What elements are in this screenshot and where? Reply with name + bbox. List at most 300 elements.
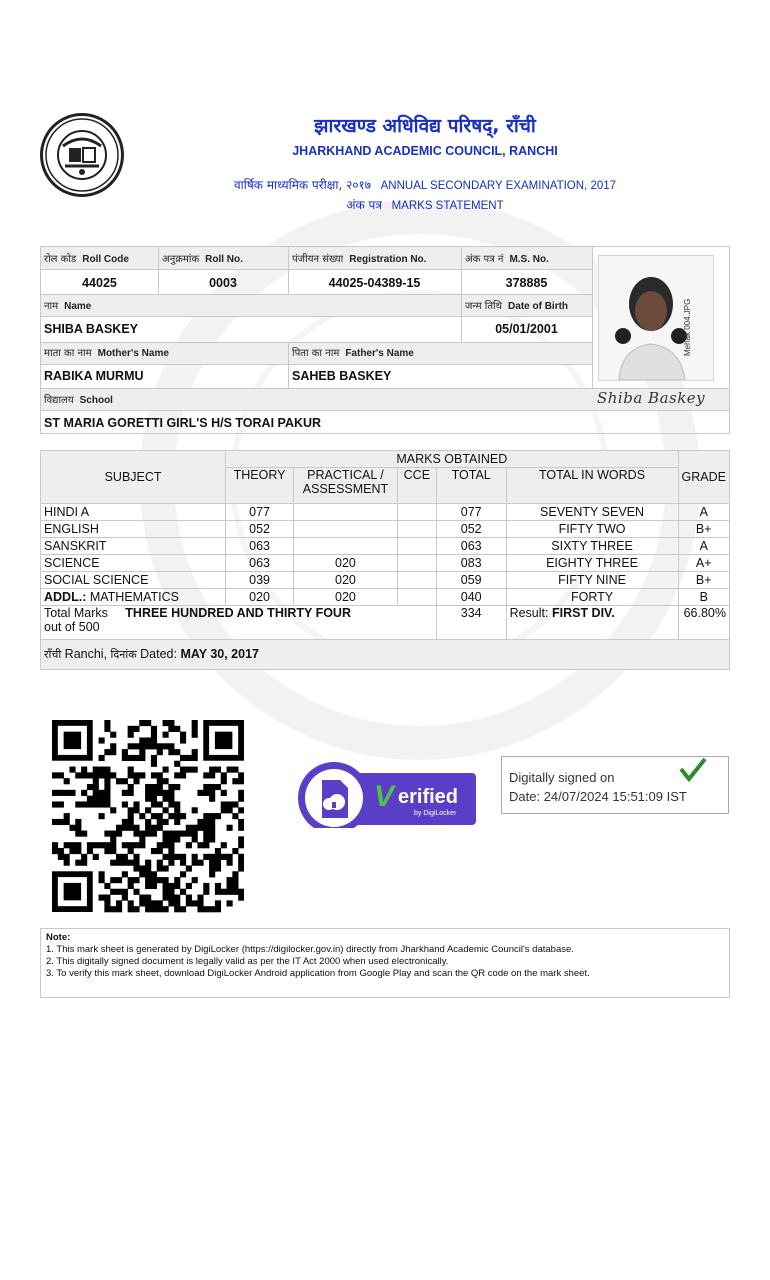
qr-module: [64, 813, 70, 819]
qr-module: [145, 831, 151, 837]
practical-cell: 020: [294, 572, 398, 589]
qr-module: [186, 895, 192, 901]
dob-label-hindi: जन्म तिथि: [465, 301, 503, 312]
qr-module: [174, 726, 180, 732]
qr-module: [157, 784, 163, 790]
mother-name-value: RABIKA MURMU: [44, 369, 144, 383]
qr-module: [110, 807, 116, 813]
qr-module: [104, 842, 110, 848]
qr-module: [151, 784, 157, 790]
qr-module: [174, 900, 180, 906]
divider: [41, 294, 592, 295]
qr-module: [122, 825, 128, 831]
qr-module: [180, 906, 186, 912]
qr-module: [174, 807, 180, 813]
qr-module: [157, 819, 163, 825]
qr-module: [209, 854, 215, 860]
qr-module: [69, 848, 75, 854]
qr-module: [221, 842, 227, 848]
school-label-hindi: विद्यालय: [44, 395, 74, 406]
qr-module: [122, 778, 128, 784]
qr-module: [104, 720, 110, 726]
qr-module: [122, 871, 128, 877]
student-name-value: SHIBA BASKEY: [44, 322, 138, 336]
qr-module: [122, 755, 128, 761]
signed-date: [509, 789, 687, 804]
qr-module: [93, 790, 99, 796]
qr-module: [232, 889, 238, 895]
total-cell: 040: [436, 589, 506, 606]
qr-module: [163, 796, 169, 802]
qr-module: [238, 778, 244, 784]
dated-label: Dated:: [140, 647, 177, 661]
father-name-value: SAHEB BASKEY: [292, 369, 392, 383]
qr-module: [151, 732, 157, 738]
qr-module: [186, 900, 192, 906]
qr-module: [238, 790, 244, 796]
photo-filename: Mehak 004.JPG: [683, 298, 692, 356]
total-words-cell: FIFTY TWO: [506, 521, 678, 538]
total-in-words-header: TOTAL IN WORDS: [506, 468, 678, 504]
total-marks-cell: [41, 606, 437, 640]
qr-module: [209, 790, 215, 796]
qr-module: [163, 743, 169, 749]
qr-module: [151, 772, 157, 778]
qr-module: [133, 807, 139, 813]
school-label-english: School: [79, 395, 113, 406]
qr-module: [93, 784, 99, 790]
marks-statement-english: MARKS STATEMENT: [391, 200, 504, 212]
grade-cell: B+: [678, 572, 730, 589]
qr-module: [174, 854, 180, 860]
qr-module: [145, 871, 151, 877]
qr-module: [151, 801, 157, 807]
qr-module: [197, 790, 203, 796]
dob-label: [465, 298, 568, 312]
qr-module: [145, 895, 151, 901]
qr-module: [81, 767, 87, 773]
roll-no-label: [162, 251, 243, 265]
qr-module: [128, 906, 134, 912]
qr-module: [122, 895, 128, 901]
grade-cell: A+: [678, 555, 730, 572]
qr-module: [192, 807, 198, 813]
qr-module: [104, 883, 110, 889]
qr-module: [139, 749, 145, 755]
qr-module: [151, 761, 157, 767]
qr-module: [238, 772, 244, 778]
qr-module: [174, 836, 180, 842]
qr-module: [227, 767, 233, 773]
qr-module: [157, 877, 163, 883]
qr-module: [180, 854, 186, 860]
student-photo: [598, 255, 714, 381]
total-cell: 063: [436, 538, 506, 555]
total-marks-value: 334: [436, 606, 506, 640]
qr-module: [203, 854, 209, 860]
cce-cell: [397, 589, 436, 606]
subject-name: ENGLISH: [44, 522, 99, 536]
qr-module: [128, 726, 134, 732]
roll-code-label-english: Roll Code: [82, 254, 129, 265]
qr-module: [157, 842, 163, 848]
qr-module: [139, 871, 145, 877]
qr-module: [209, 813, 215, 819]
qr-module: [151, 871, 157, 877]
qr-module: [75, 860, 81, 866]
subject-cell: [41, 504, 226, 521]
qr-module: [139, 842, 145, 848]
qr-module: [238, 842, 244, 848]
result-value: FIRST DIV.: [551, 606, 615, 620]
qr-module: [232, 877, 238, 883]
signed-date-value: 24/07/2024 15:51:09 IST: [543, 789, 687, 804]
qr-module: [93, 767, 99, 773]
qr-module: [163, 865, 169, 871]
qr-module: [52, 848, 58, 854]
qr-module: [221, 854, 227, 860]
qr-module: [157, 749, 163, 755]
result-cell: [506, 606, 678, 640]
qr-module: [75, 831, 81, 837]
roll-no-label-hindi: अनुक्रमांक: [162, 254, 200, 265]
qr-module: [128, 813, 134, 819]
qr-module: [122, 801, 128, 807]
qr-module: [157, 790, 163, 796]
qr-module: [151, 825, 157, 831]
name-label-hindi: नाम: [44, 301, 59, 312]
qr-module: [168, 801, 174, 807]
qr-module: [238, 825, 244, 831]
total-words-cell: EIGHTY THREE: [506, 555, 678, 572]
qr-module: [163, 790, 169, 796]
qr-module: [99, 842, 105, 848]
qr-module: [128, 877, 134, 883]
date-value: MAY 30, 2017: [180, 647, 259, 661]
qr-module: [116, 831, 122, 837]
qr-module: [168, 726, 174, 732]
ms-no-value: 378885: [505, 276, 548, 290]
qr-module: [116, 854, 122, 860]
qr-module: [238, 865, 244, 871]
qr-module: [180, 889, 186, 895]
note-line: 1. This mark sheet is generated by DigiLocker (https://digilocker.gov.in) directly from Jharkhand Academic Council's database.: [46, 944, 574, 955]
qr-module: [99, 871, 105, 877]
qr-module: [116, 906, 122, 912]
practical-cell: [294, 538, 398, 555]
qr-module: [174, 831, 180, 837]
qr-module: [197, 819, 203, 825]
qr-module: [168, 860, 174, 866]
qr-module: [151, 755, 157, 761]
qr-module: [75, 772, 81, 778]
qr-module: [87, 784, 93, 790]
divider: [41, 342, 592, 343]
qr-module: [227, 877, 233, 883]
dob-label-english: Date of Birth: [508, 301, 569, 312]
exam-title-english: ANNUAL SECONDARY EXAMINATION, 2017: [380, 180, 617, 192]
qr-module: [197, 900, 203, 906]
note-line: 2. This digitally signed document is legally valid as per the IT Act 2000 when used electronically.: [46, 956, 449, 967]
qr-module: [81, 860, 87, 866]
subject-name: MATHEMATICS: [86, 590, 179, 604]
qr-module: [128, 790, 134, 796]
qr-finder-pattern: [64, 883, 81, 900]
qr-module: [145, 790, 151, 796]
qr-module: [133, 743, 139, 749]
qr-module: [157, 848, 163, 854]
qr-module: [99, 790, 105, 796]
qr-module: [133, 778, 139, 784]
qr-module: [99, 801, 105, 807]
qr-module: [104, 778, 110, 784]
qr-module: [180, 831, 186, 837]
qr-module: [174, 895, 180, 901]
practical-cell: 020: [294, 589, 398, 606]
dated-row: [41, 640, 730, 670]
qr-module: [52, 842, 58, 848]
qr-module: [168, 848, 174, 854]
qr-module: [128, 732, 134, 738]
practical-cell: 020: [294, 555, 398, 572]
qr-module: [157, 865, 163, 871]
qr-module: [133, 726, 139, 732]
qr-module: [69, 842, 75, 848]
qr-module: [116, 877, 122, 883]
qr-module: [128, 807, 134, 813]
qr-module: [75, 842, 81, 848]
qr-module: [215, 813, 221, 819]
qr-module: [58, 801, 64, 807]
qr-module: [180, 767, 186, 773]
divider: [41, 364, 592, 365]
qr-module: [157, 801, 163, 807]
qr-module: [209, 819, 215, 825]
divider: [288, 342, 289, 388]
cce-cell: [397, 521, 436, 538]
qr-module: [99, 895, 105, 901]
subject-cell: [41, 572, 226, 589]
registration-no-value: 44025-04389-15: [328, 276, 421, 290]
qr-module: [139, 737, 145, 743]
qr-module: [174, 772, 180, 778]
qr-module: [128, 755, 134, 761]
qr-module: [104, 831, 110, 837]
total-words-cell: FORTY: [506, 589, 678, 606]
qr-module: [110, 842, 116, 848]
qr-module: [232, 778, 238, 784]
qr-module: [128, 900, 134, 906]
qr-module: [174, 906, 180, 912]
qr-module: [145, 737, 151, 743]
result-label: Result:: [509, 606, 549, 620]
qr-module: [192, 900, 198, 906]
qr-module: [133, 865, 139, 871]
qr-module: [157, 743, 163, 749]
qr-module: [122, 749, 128, 755]
divider: [41, 316, 592, 317]
qr-module: [203, 790, 209, 796]
qr-module: [151, 726, 157, 732]
qr-module: [192, 720, 198, 726]
marks-row: [41, 538, 730, 555]
registration-no-label-english: Registration No.: [349, 254, 427, 265]
qr-module: [110, 848, 116, 854]
ms-no-label-hindi: अंक पत्र नं: [465, 254, 504, 265]
qr-module: [133, 772, 139, 778]
qr-module: [168, 720, 174, 726]
qr-module: [221, 790, 227, 796]
qr-module: [93, 854, 99, 860]
qr-module: [209, 860, 215, 866]
theory-cell: 052: [226, 521, 294, 538]
qr-module: [227, 801, 233, 807]
cce-header: CCE: [397, 468, 436, 504]
student-photo-image: [599, 256, 713, 380]
ms-no-label-english: M.S. No.: [509, 254, 549, 265]
qr-module: [197, 860, 203, 866]
qr-module: [110, 831, 116, 837]
dated-hindi: दिनांक: [110, 648, 137, 661]
marks-table: [40, 450, 730, 670]
qr-module: [128, 767, 134, 773]
digitally-signed-text: Digitally signed on: [509, 770, 615, 785]
qr-module: [215, 854, 221, 860]
qr-module: [197, 842, 203, 848]
qr-module: [163, 831, 169, 837]
qr-module: [186, 767, 192, 773]
qr-module: [139, 743, 145, 749]
qr-module: [110, 836, 116, 842]
qr-module: [122, 889, 128, 895]
qr-module: [128, 825, 134, 831]
checkmark-icon: [678, 757, 708, 783]
qr-module: [99, 796, 105, 802]
qr-module: [52, 790, 58, 796]
qr-module: [163, 720, 169, 726]
registration-no-label-hindi: पंजीयन संख्या: [292, 254, 344, 265]
qr-module: [186, 755, 192, 761]
qr-module: [180, 737, 186, 743]
theory-cell: 063: [226, 538, 294, 555]
qr-module: [93, 796, 99, 802]
qr-module: [163, 767, 169, 773]
qr-module: [203, 784, 209, 790]
qr-module: [104, 906, 110, 912]
theory-cell: 077: [226, 504, 294, 521]
qr-module: [192, 836, 198, 842]
qr-module: [139, 755, 145, 761]
qr-module: [168, 889, 174, 895]
qr-module: [104, 749, 110, 755]
marks-row: [41, 572, 730, 589]
qr-module: [157, 825, 163, 831]
qr-module: [192, 767, 198, 773]
qr-module: [64, 819, 70, 825]
qr-module: [209, 784, 215, 790]
subject-cell: [41, 521, 226, 538]
qr-code: [52, 720, 244, 914]
total-words-cell: SIXTY THREE: [506, 538, 678, 555]
qr-module: [81, 801, 87, 807]
qr-module: [232, 801, 238, 807]
qr-finder-pattern: [215, 732, 232, 749]
qr-module: [104, 900, 110, 906]
divider: [592, 247, 593, 388]
qr-module: [163, 889, 169, 895]
qr-module: [128, 772, 134, 778]
qr-module: [238, 860, 244, 866]
qr-module: [209, 767, 215, 773]
qr-module: [168, 790, 174, 796]
qr-module: [238, 807, 244, 813]
qr-module: [174, 761, 180, 767]
qr-module: [116, 825, 122, 831]
qr-module: [145, 784, 151, 790]
qr-module: [227, 860, 233, 866]
marks-row: [41, 521, 730, 538]
subject-name: SANSKRIT: [44, 539, 107, 553]
theory-cell: 020: [226, 589, 294, 606]
qr-module: [93, 842, 99, 848]
qr-module: [128, 819, 134, 825]
qr-module: [110, 877, 116, 883]
practical-header-line1: PRACTICAL /: [307, 468, 384, 482]
qr-module: [221, 801, 227, 807]
qr-module: [110, 906, 116, 912]
qr-module: [227, 900, 233, 906]
qr-module: [87, 796, 93, 802]
qr-module: [163, 807, 169, 813]
subject-cell: [41, 589, 226, 606]
qr-module: [99, 772, 105, 778]
qr-module: [99, 767, 105, 773]
qr-module: [174, 813, 180, 819]
qr-module: [192, 877, 198, 883]
qr-module: [104, 784, 110, 790]
total-marks-words: THREE HUNDRED AND THIRTY FOUR: [125, 606, 351, 620]
qr-module: [151, 848, 157, 854]
exam-title: [0, 176, 770, 193]
roll-code-value: 44025: [82, 276, 117, 290]
roll-code-label-hindi: रोल कोड: [44, 254, 77, 265]
qr-module: [151, 900, 157, 906]
qr-module: [203, 813, 209, 819]
qr-module: [133, 889, 139, 895]
name-label-english: Name: [64, 301, 92, 312]
practical-cell: [294, 521, 398, 538]
digilocker-verified-badge: [296, 760, 476, 828]
qr-module: [133, 860, 139, 866]
qr-module: [174, 784, 180, 790]
subject-name: SOCIAL SCIENCE: [44, 573, 149, 587]
qr-module: [128, 842, 134, 848]
qr-module: [203, 906, 209, 912]
qr-module: [145, 906, 151, 912]
qr-module: [238, 819, 244, 825]
qr-module: [139, 900, 145, 906]
qr-module: [99, 813, 105, 819]
qr-module: [192, 831, 198, 837]
qr-module: [186, 865, 192, 871]
note-title: Note:: [46, 932, 71, 943]
qr-module: [157, 813, 163, 819]
qr-module: [157, 860, 163, 866]
grade-header: GRADE: [678, 451, 730, 504]
signed-date-label: Date:: [509, 789, 541, 804]
father-name-label-english: Father's Name: [345, 348, 414, 359]
qr-module: [203, 889, 209, 895]
